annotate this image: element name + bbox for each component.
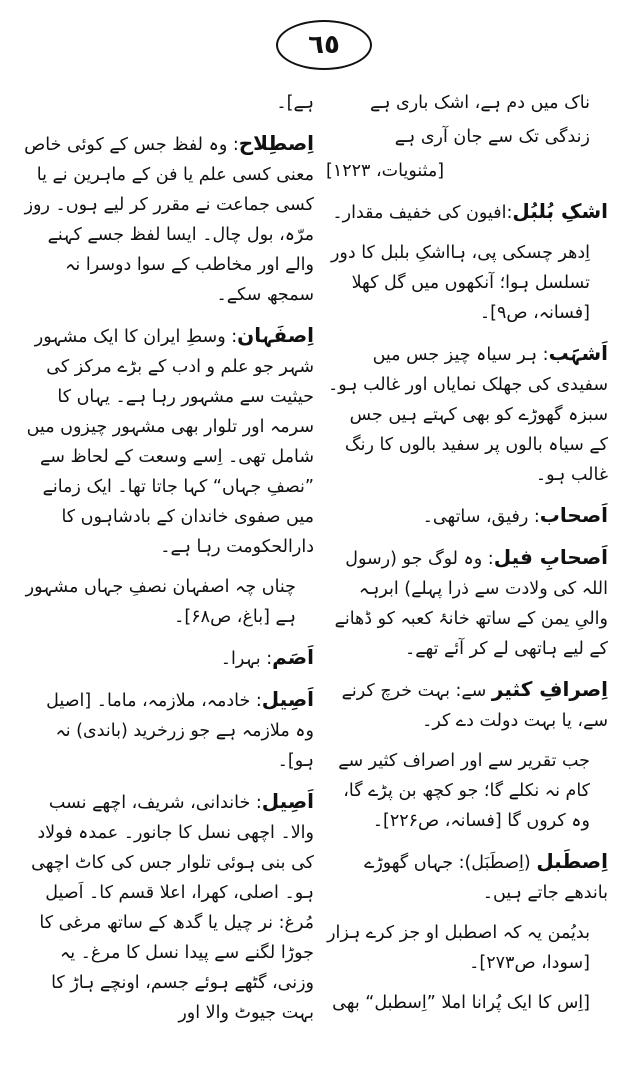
dictionary-entry xyxy=(22,320,314,562)
entry-text: ناک میں دم ہے، اشک باری ہے xyxy=(369,93,590,113)
entry-text: جب تقریر سے اور اصراف کثیر سے کام نہ نکلے گا؛ جو کچھ بن پڑے گا، وہ کروں گا [فسانہ، ص۲۲۶]۔ xyxy=(338,751,590,831)
entry-text: : وہ لفظ جس کے کوئی خاص معنی کسی علم یا فن کے ماہرین نے یا کسی جماعت نے مقرر کر لیے ہوں۔ روز مرّہ، بول چال۔ ایسا لفظ جسے کہنے والے اور مخاطب کے سوا دوسرا نہ سمجھ سکے۔ xyxy=(24,135,314,305)
left-column xyxy=(22,88,314,1038)
entry-text: اِدھر چسکی پی، ہااشکِ بلبل کا دور تسلسل ہوا؛ آنکھوں میں گل کھلا [فسانہ، ص۹]۔ xyxy=(330,243,590,323)
dictionary-entry xyxy=(326,674,608,736)
dictionary-entry xyxy=(326,500,608,532)
citation xyxy=(326,156,608,186)
entry-headword: اَصَم xyxy=(272,645,314,669)
entry-headword: اِصفَہان xyxy=(237,323,314,347)
entry-text: سے: بہت خرچ کرنے سے، یا بہت دولت دے کر۔ xyxy=(341,681,608,731)
example-quote xyxy=(326,918,608,978)
dictionary-entry xyxy=(22,684,314,776)
entry-headword: اَصحابِ فیل xyxy=(493,545,608,569)
verse-line xyxy=(326,122,608,152)
entry-text: : خادمہ، ملازمہ، ماما۔ [اصیل وہ ملازمہ ہے جو زرخرید (باندی) نہ ہو]۔ xyxy=(46,691,314,771)
example-quote xyxy=(326,238,608,328)
example-quote xyxy=(326,746,608,836)
example-quote xyxy=(22,572,314,632)
entry-text: : وہ لوگ جو (رسول اللہ کی ولادت سے ذرا پہلے) ابرہہ والیِ یمن کے ساتھ خانۂ کعبہ کو ڈھانے کے لیے ہاتھی لے کر آئے تھے۔ xyxy=(334,549,608,659)
entry-text: چناں چہ اصفہان نصفِ جہاں مشہور ہے [باغ، ص۶۸]۔ xyxy=(25,577,296,627)
dictionary-entry xyxy=(326,338,608,490)
entry-text: (اِصطَبَل): جہاں گھوڑے باندھے جاتے ہیں۔ xyxy=(364,853,608,903)
dictionary-entry xyxy=(22,642,314,674)
note xyxy=(22,88,314,118)
entry-text: زندگی تک سے جان آری ہے xyxy=(394,127,590,147)
dictionary-entry xyxy=(326,846,608,908)
entry-text: :افیون کی خفیف مقدار۔ xyxy=(332,203,513,223)
entry-text: : ہر سیاہ چیز جس میں سفیدی کی جھلک نمایاں اور غالب ہو۔ سبزہ گھوڑے کو بھی کہتے ہیں جس کے سیاہ بالوں پر سفید بالوں کا رنگ غالب ہو۔ xyxy=(328,345,608,485)
dictionary-entry xyxy=(326,196,608,228)
page-number: ٦٥ xyxy=(276,20,372,70)
entry-text: ہے]۔ xyxy=(276,93,314,113)
entry-text: : بہرا۔ xyxy=(220,649,273,669)
dictionary-entry xyxy=(22,786,314,1028)
entry-headword: اَصِیل xyxy=(261,789,314,813)
verse-line xyxy=(326,88,608,118)
entry-text: : وسطِ ایران کا ایک مشہور شہر جو علم و ادب کے بڑے مرکز کی حیثیت سے مشہور رہا ہے۔ یہاں کا سرمہ اور تلوار بھی مشہور چیزوں میں شامل تھی۔ اِسے وسعت کے لحاظ سے ”نصفِ جہاں“ کہا جاتا تھا۔ ایک زمانے میں صفوی خاندان کے بادشاہوں کا دارالحکومت رہا ہے۔ xyxy=(26,327,314,557)
entry-headword: اِصرافِ کثیر xyxy=(491,677,608,701)
entry-text: [اِس کا ایک پُرانا املا ”اِسطبل“ بھی xyxy=(332,993,590,1013)
right-column xyxy=(326,88,608,1028)
entry-text: بدیُمن یہ کہ اصطبل او جز کرے ہزار [سودا، ص۲۷۳]۔ xyxy=(327,923,590,973)
entry-text: : رفیق، ساتھی۔ xyxy=(422,507,540,527)
entry-headword: اِصطَبل xyxy=(536,849,608,873)
entry-text: [مثنویات، ۱۲۲۳] xyxy=(326,161,445,181)
entry-headword: اَصِیل xyxy=(261,687,314,711)
entry-headword: اَصحاب xyxy=(539,503,608,527)
entry-headword: اَشہَب xyxy=(548,341,608,365)
entry-headword: اشکِ بُلبُل xyxy=(512,199,608,223)
entry-text: : خاندانی، شریف، اچھے نسب والا۔ اچھی نسل کا جانور۔ عمدہ فولاد کی بنی ہوئی تلوار جس کی کاٹ اچھی ہو۔ اصلی، کھرا، اعلا قسم کا۔ اَصیل مُرغ: نر چیل یا گدھ کے ساتھ مرغی کا جوڑا لگنے سے پیدا نسل کا مرغ۔ یہ وزنی، گٹھے ہوئے جسم، اونچے ہاڑ کا بہت جیوٹ والا اور xyxy=(31,793,314,1023)
dictionary-entry xyxy=(22,128,314,310)
entry-headword: اِصطِلاح xyxy=(238,131,314,155)
dictionary-entry xyxy=(326,542,608,664)
note xyxy=(326,988,608,1018)
